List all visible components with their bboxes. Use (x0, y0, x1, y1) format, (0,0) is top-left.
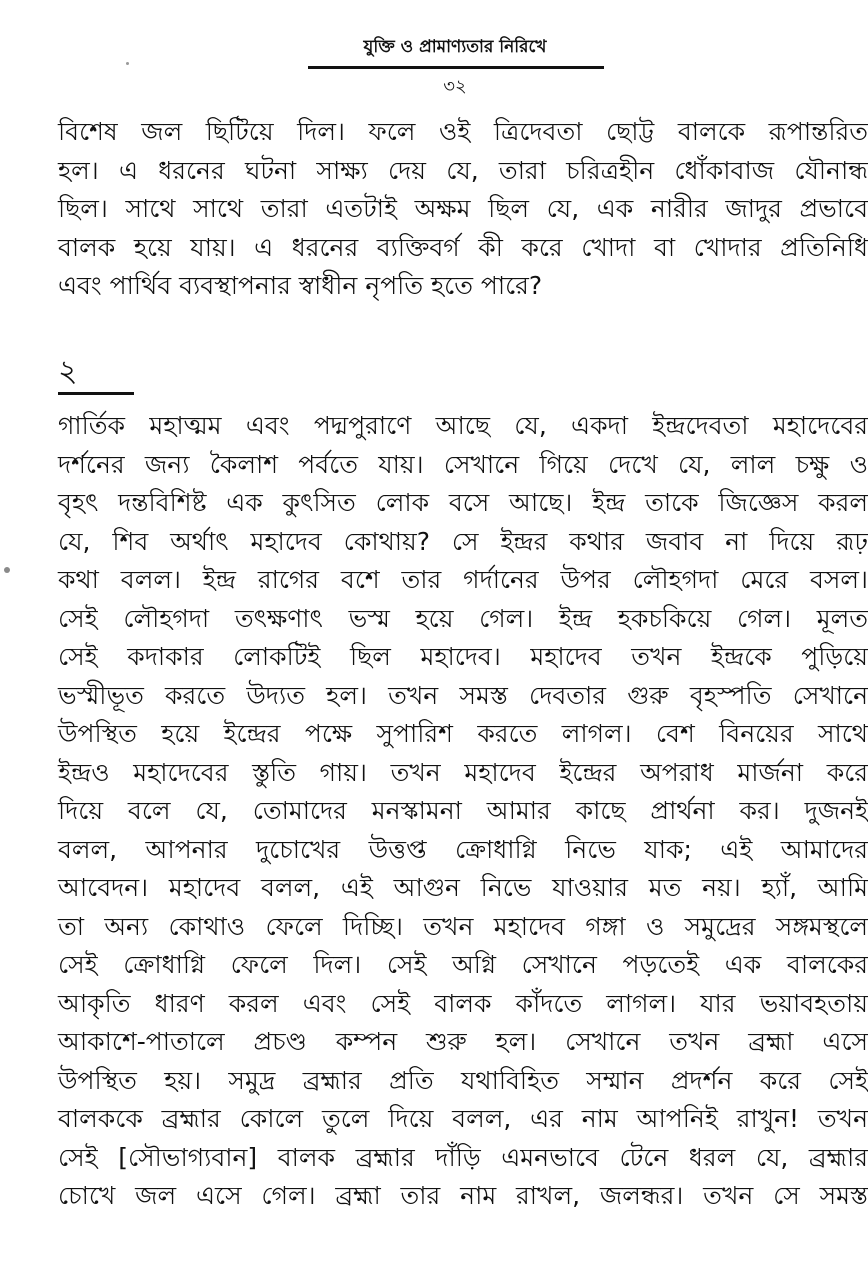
text-line: গার্তিক মহাত্মম এবং পদ্মপুরাণে আছে যে, একদা ইন্দ্রদেবতা মহাদেবের (58, 411, 868, 440)
text-line: দিয়ে বলে যে, তোমাদের মনস্কামনা আমার কাছে প্রার্থনা কর। দুজনই (58, 796, 868, 825)
page-number: ৩২ (443, 76, 467, 97)
text-line: ইন্দ্রও মহাদেবের স্তুতি গায়। তখন মহাদেব ইন্দ্রের অপরাধ মার্জনা করে (58, 757, 868, 787)
scan-speck (4, 567, 10, 573)
text-line: আকাশে-পাতালে প্রচণ্ড কম্পন শুরু হল। সেখানে তখন ব্রহ্মা এসে (58, 1027, 868, 1056)
text-line: আবেদন। মহাদেব বলল, এই আগুন নিভে যাওয়ার মত নয়। হ্যাঁ, আমি (58, 873, 868, 902)
text-line: বালককে ব্রহ্মার কোলে তুলে দিয়ে বলল, এর নাম আপনিই রাখুন! তখন (58, 1104, 868, 1133)
text-line: উপস্থিত হয়ে ইন্দ্রের পক্ষে সুপারিশ করতে লাগল। বেশ বিনয়ের সাথে (58, 719, 868, 748)
text-line: ভস্মীভূত করতে উদ্যত হল। তখন সমস্ত দেবতার গুরু বৃহস্পতি সেখানে (58, 680, 868, 710)
text-line: বিশেষ জল ছিটিয়ে দিল। ফলে ওই ত্রিদেবতা ছোট্ট বালকে রূপান্তরিত (58, 117, 868, 146)
text-line: যে, শিব অর্থাৎ মহাদেব কোথায়? সে ইন্দ্রর কথার জবাব না দিয়ে রূঢ় (58, 526, 868, 556)
section-underline (58, 392, 134, 395)
text-line: আকৃতি ধারণ করল এবং সেই বালক কাঁদতে লাগল। যার ভয়াবহতায় (58, 988, 868, 1018)
text-line: সেই কদাকার লোকটিই ছিল মহাদেব। মহাদেব তখন ইন্দ্রকে পুড়িয়ে (58, 642, 868, 671)
text-line: উপস্থিত হয়। সমুদ্র ব্রহ্মার প্রতি যথাবিহিত সম্মান প্রদর্শন করে সেই (58, 1065, 868, 1095)
text-line: সেই লৌহগদা তৎক্ষণাৎ ভস্ম হয়ে গেল। ইন্দ্র হকচকিয়ে গেল। মূলত (58, 603, 868, 633)
paragraph-2 (58, 407, 868, 1216)
text-line: দর্শনের জন্য কৈলাশ পর্বতে যায়। সেখানে গিয়ে দেখে যে, লাল চক্ষু ও (58, 449, 868, 479)
text-line: বলল, আপনার দুচোখের উত্তপ্ত ক্রোধাগ্নি নিভে যাক; এই আমাদের (58, 834, 868, 864)
text-line: চোখে জল এসে গেল। ব্রহ্মা তার নাম রাখল, জলন্ধর। তখন সে সমস্ত (58, 1181, 868, 1210)
text-line: হল। এ ধরনের ঘটনা সাক্ষ্য দেয় যে, তারা চরিত্রহীন ধোঁকাবাজ যৌনান্ধ (58, 155, 868, 185)
section-number: ২ (58, 354, 78, 389)
text-line: এবং পার্থিব ব্যবস্থাপনার স্বাধীন নৃপতি হতে পারে? (58, 271, 543, 300)
text-line: বালক হয়ে যায়। এ ধরনের ব্যক্তিবর্গ কী করে খোদা বা খোদার প্রতিনিধি (58, 232, 868, 262)
text-line: তা অন্য কোথাও ফেলে দিচ্ছি। তখন মহাদেব গঙ্গা ও সমুদ্রের সঙ্গমস্থলে (58, 911, 868, 941)
running-header: যুক্তি ও প্রামাণ্যতার নিরিখে (363, 37, 547, 57)
text-line: কথা বলল। ইন্দ্র রাগের বশে তার গর্দানের উপর লৌহগদা মেরে বসল। (58, 565, 868, 594)
text-line: সেই ক্রোধাগ্নি ফেলে দিল। সেই অগ্নি সেখানে পড়তেই এক বালকের (58, 950, 868, 979)
text-line: ছিল। সাথে সাথে তারা এতটাই অক্ষম ছিল যে, এক নারীর জাদুর প্রভাবে (58, 194, 868, 223)
paragraph-1 (58, 113, 868, 306)
text-line: সেই [সৌভাগ্যবান] বালক ব্রহ্মার দাঁড়ি এমনভাবে টেনে ধরল যে, ব্রহ্মার (58, 1142, 868, 1172)
header-underline (308, 66, 604, 69)
scan-speck (126, 62, 129, 65)
text-line: বৃহৎ দন্তবিশিষ্ট এক কুৎসিত লোক বসে আছে। ইন্দ্র তাকে জিজ্ঞেস করল (58, 488, 868, 517)
